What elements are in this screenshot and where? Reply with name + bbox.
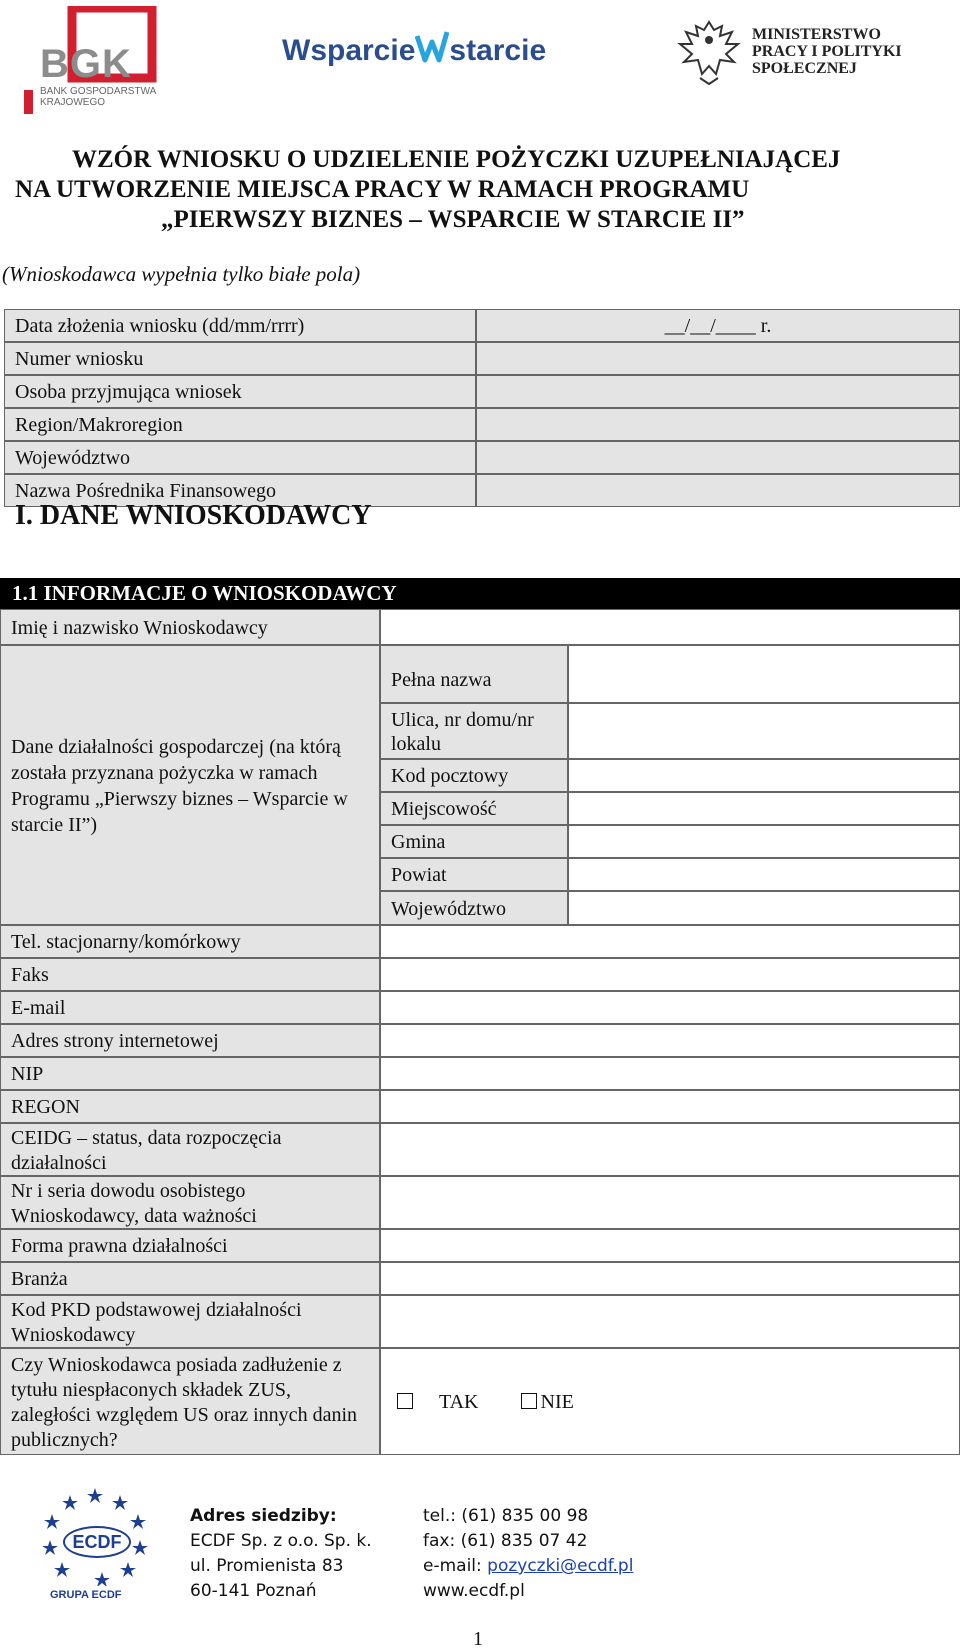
label-business-city: Miejscowość	[380, 792, 568, 825]
input-business-street[interactable]	[568, 703, 960, 759]
intake-intermediary-field	[476, 474, 960, 507]
ecdf-logo	[40, 1486, 150, 1602]
intake-label-intermediary: Nazwa Pośrednika Finansowego	[4, 474, 476, 507]
form-title-line-1: WZÓR WNIOSKU O UDZIELENIE POŻYCZKI UZUPEŁNIAJĄCEJ	[72, 146, 841, 173]
bgk-name: BGK	[40, 42, 132, 86]
fill-instruction-note: (Wnioskodawca wypełnia tylko białe pola)	[2, 262, 361, 286]
checkbox-no[interactable]	[521, 1393, 537, 1409]
input-industry[interactable]	[380, 1262, 960, 1295]
section-heading: I. DANE WNIOSKODAWCY	[15, 500, 372, 531]
ministry-line-3: SPOŁECZNEJ	[752, 60, 857, 77]
label-business-street: Ulica, nr domu/nr lokalu	[380, 703, 568, 759]
label-business-postal-code: Kod pocztowy	[380, 759, 568, 792]
ecdf-logo-mark: ECDF	[63, 1526, 131, 1558]
footer-city: 60-141 Poznań	[190, 1581, 317, 1601]
input-business-county[interactable]	[568, 858, 960, 891]
intake-label-number: Numer wniosku	[4, 342, 476, 375]
page-number: 1	[473, 1628, 483, 1650]
input-pkd-code[interactable]	[380, 1295, 960, 1348]
label-id-document: Nr i seria dowodu osobistego Wnioskodawcy, data ważności	[0, 1176, 380, 1229]
footer-contact-block	[423, 1504, 633, 1604]
intake-label-region: Region/Makroregion	[4, 408, 476, 441]
subsection-heading: 1.1 INFORMACJE O WNIOSKODAWCY	[0, 578, 960, 609]
input-ceidg[interactable]	[380, 1123, 960, 1176]
input-business-full-name[interactable]	[568, 645, 960, 703]
footer-email-label: e-mail:	[423, 1556, 488, 1576]
wsparcie-logo-part1: Wsparcie	[282, 34, 416, 67]
input-business-voivodeship[interactable]	[568, 891, 960, 925]
wsparcie-logo-part2: starcie	[449, 34, 547, 67]
label-business-voivodeship: Województwo	[380, 891, 568, 925]
input-business-city[interactable]	[568, 792, 960, 825]
label-yes: TAK	[439, 1391, 479, 1413]
intake-region-field	[476, 408, 960, 441]
input-business-postal-code[interactable]	[568, 759, 960, 792]
footer-address-block	[190, 1504, 372, 1604]
intake-number-field	[476, 342, 960, 375]
input-website[interactable]	[380, 1024, 960, 1057]
input-phone[interactable]	[380, 925, 960, 958]
ministry-logo	[676, 18, 946, 88]
ecdf-logo-caption: GRUPA ECDF	[50, 1589, 122, 1601]
label-legal-form: Forma prawna działalności	[0, 1229, 380, 1262]
input-applicant-name[interactable]	[380, 609, 960, 645]
label-business-full-name: Pełna nazwa	[380, 645, 568, 703]
label-regon: REGON	[0, 1090, 380, 1123]
debt-answer-cell	[380, 1348, 960, 1455]
label-ceidg: CEIDG – status, data rozpoczęcia działalności	[0, 1123, 380, 1176]
input-email[interactable]	[380, 991, 960, 1024]
input-nip[interactable]	[380, 1057, 960, 1090]
input-fax[interactable]	[380, 958, 960, 991]
label-industry: Branża	[0, 1262, 380, 1295]
intake-label-date: Data złożenia wniosku (dd/mm/rrrr)	[4, 309, 476, 342]
label-website: Adres strony internetowej	[0, 1024, 380, 1057]
bgk-subtitle-1: BANK GOSPODARSTWA	[40, 86, 157, 97]
bgk-subtitle-2: KRAJOWEGO	[40, 97, 106, 108]
ministry-line-1: MINISTERSTWO	[752, 26, 881, 43]
intake-label-voivodeship: Województwo	[4, 441, 476, 474]
footer-address-title: Adres siedziby:	[190, 1506, 337, 1526]
input-business-commune[interactable]	[568, 825, 960, 858]
ministry-line-2: PRACY I POLITYKI	[752, 43, 902, 60]
label-business-data: Dane działalności gospodarczej (na którą została przyznana pożyczka w ramach Programu „Pierwszy biznes – Wsparcie w starcie II”)	[0, 645, 380, 925]
label-no: NIE	[540, 1391, 574, 1413]
wsparcie-w-starcie-logo	[282, 30, 582, 80]
label-email: E-mail	[0, 991, 380, 1024]
form-title-line-3: „PIERWSZY BIZNES – WSPARCIE W STARCIE II”	[161, 206, 745, 233]
bgk-logo	[24, 6, 164, 114]
footer-website[interactable]: www.ecdf.pl	[423, 1581, 525, 1601]
footer-company: ECDF Sp. z o.o. Sp. k.	[190, 1531, 372, 1551]
footer-street: ul. Promienista 83	[190, 1556, 344, 1576]
footer-email-row	[423, 1554, 633, 1579]
label-applicant-name: Imię i nazwisko Wnioskodawcy	[0, 609, 380, 645]
label-pkd-code: Kod PKD podstawowej działalności Wnioskodawcy	[0, 1295, 380, 1348]
intake-label-receiver: Osoba przyjmująca wniosek	[4, 375, 476, 408]
checkbox-yes[interactable]	[397, 1393, 413, 1409]
label-business-county: Powiat	[380, 858, 568, 891]
intake-receiver-field	[476, 375, 960, 408]
label-business-commune: Gmina	[380, 825, 568, 858]
footer-tel: tel.: (61) 835 00 98	[423, 1506, 589, 1526]
footer-fax: fax: (61) 835 07 42	[423, 1531, 588, 1551]
label-fax: Faks	[0, 958, 380, 991]
label-nip: NIP	[0, 1057, 380, 1090]
input-legal-form[interactable]	[380, 1229, 960, 1262]
input-id-document[interactable]	[380, 1176, 960, 1229]
label-phone: Tel. stacjonarny/komórkowy	[0, 925, 380, 958]
footer-email-link[interactable]: pozyczki@ecdf.pl	[487, 1556, 634, 1576]
eagle-emblem-icon	[676, 18, 742, 88]
input-regon[interactable]	[380, 1090, 960, 1123]
intake-voivodeship-field	[476, 441, 960, 474]
label-debt-question: Czy Wnioskodawca posiada zadłużenie z tytułu niespłaconych składek ZUS, zaległości względem US oraz innych danin publicznych?	[0, 1348, 380, 1455]
wsparcie-logo-w-mark	[415, 30, 449, 64]
intake-date-field: __/__/____ r.	[476, 309, 960, 342]
form-title-line-2: NA UTWORZENIE MIEJSCA PRACY W RAMACH PROGRAMU	[15, 176, 750, 203]
